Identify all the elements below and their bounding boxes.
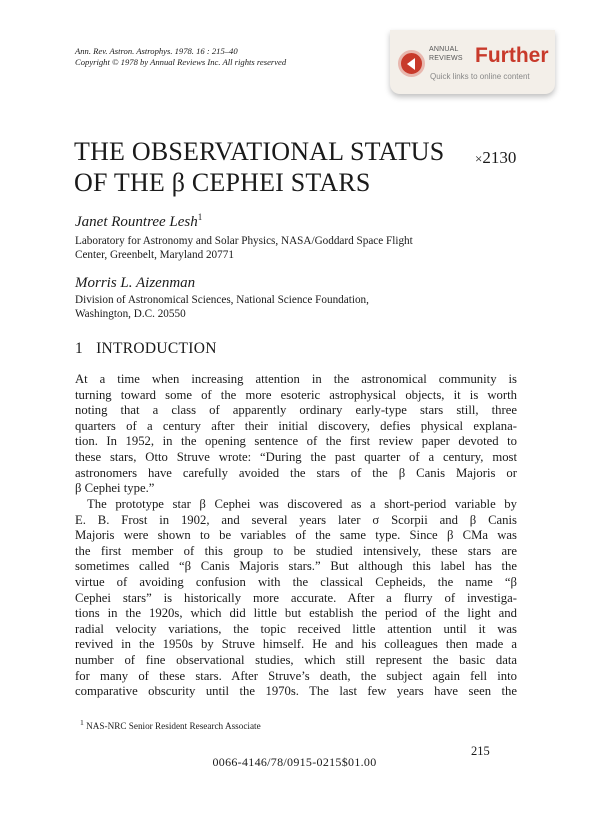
author-2-text: Morris L. Aizenman: [75, 275, 196, 291]
page-number: 215: [471, 744, 490, 758]
text-line: quarters of a century after their initial discovery, defies physical explana-: [75, 418, 517, 433]
author-affiliation-2: [75, 293, 369, 321]
section-heading: [75, 340, 217, 358]
play-arrow-icon: [398, 50, 425, 77]
further-links-badge[interactable]: [390, 30, 555, 94]
author-1-footnote-mark: 1: [197, 212, 203, 222]
text-line: astronomers have carefully avoided the stars of the β Canis Majoris or: [75, 465, 517, 480]
text-line: turning toward some of the more esoteric astrophysical objects, it is worth: [75, 387, 517, 402]
affiliation-1-line-1: Laboratory for Astronomy and Solar Physics, NASA/Goddard Space Flight: [75, 235, 413, 247]
code-number: 2130: [482, 148, 517, 167]
affiliation-2-line-2: Washington, D.C. 20550: [75, 308, 186, 320]
paragraph-2: [75, 497, 517, 700]
text-line: number of fine observational studies, which still represent the basic data: [75, 652, 517, 667]
text-line: β Cephei type.”: [75, 481, 155, 496]
copyright-line: Copyright © 1978 by Annual Reviews Inc. All rights reserved: [75, 57, 287, 67]
author-name-1: [75, 212, 202, 231]
text-line: The prototype star β Cephei was discovered as a short-period variable by: [87, 497, 517, 511]
text-line: for many of these stars. After Struve’s death, the subject again fell into: [75, 668, 517, 683]
footnote-text: NAS-NRC Senior Resident Research Associate: [86, 721, 261, 732]
affiliation-2-line-1: Division of Astronomical Sciences, National Science Foundation,: [75, 294, 369, 306]
text-line: virtue of avoiding confusion with the classical Cepheids, the name “β: [75, 574, 517, 589]
author-affiliation-1: [75, 234, 413, 262]
text-line: At a time when increasing attention in the astronomical community is: [75, 372, 517, 386]
annual-label: ANNUAL: [429, 46, 459, 53]
paragraph-1: [75, 372, 517, 497]
text-line: the first member of this group to be studied intensively, these stars are: [75, 543, 517, 558]
text-line: these stars, Otto Struve wrote: “During the past quarter of a century, most: [75, 449, 517, 464]
title-line-2: OF THE β CEPHEI STARS: [74, 168, 371, 197]
footnote: [80, 718, 261, 731]
text-line: Cephei stars” is historically more accurate. After a flurry of investiga-: [75, 590, 517, 605]
title-line-1: THE OBSERVATIONAL STATUS: [74, 137, 445, 166]
author-1-text: Janet Rountree Lesh: [75, 214, 198, 230]
journal-citation: [75, 46, 286, 68]
text-line: tion. In 1952, in the opening sentence of the first review paper devoted to: [75, 434, 517, 449]
section-number: 1: [75, 340, 84, 357]
journal-line: Ann. Rev. Astron. Astrophys. 1978. 16 : 215–40: [75, 46, 238, 56]
text-line: tions in the 1920s, which did little but establish the period of the light and: [75, 606, 517, 621]
section-title: INTRODUCTION: [96, 340, 217, 357]
text-line: noting that a class of apparently ordinary early-type stars still, three: [75, 403, 517, 418]
reviews-label: REVIEWS: [429, 55, 463, 62]
further-label: Further: [475, 44, 549, 67]
bottom-code: [0, 755, 593, 770]
text-line: revived in the 1950s by Struve himself. He and his colleagues then made a: [75, 637, 517, 652]
text-line: E. B. Frost in 1902, and several years later σ Scorpii and β Canis: [75, 512, 517, 527]
further-subtitle: Quick links to online content: [430, 72, 530, 81]
code-mark: ×: [475, 151, 483, 166]
text-line: sometimes called “β Canis Majoris stars.” But although this label has the: [75, 559, 517, 574]
author-name-2: [75, 275, 195, 292]
text-line: comparative obscurity until the 1970s. The last few years have seen the: [75, 684, 517, 699]
footnote-mark: 1: [80, 718, 84, 727]
text-line: Majoris were shown to be variables of the same type. Since β CMa was: [75, 528, 517, 543]
article-code: [475, 148, 516, 168]
article-title: [74, 136, 444, 198]
affiliation-1-line-2: Center, Greenbelt, Maryland 20771: [75, 249, 234, 261]
text-line: radial velocity variations, the topic received little attention until it was: [75, 621, 517, 636]
bottom-code-text: 0066-4146/78/0915-0215$01.00: [212, 755, 377, 769]
